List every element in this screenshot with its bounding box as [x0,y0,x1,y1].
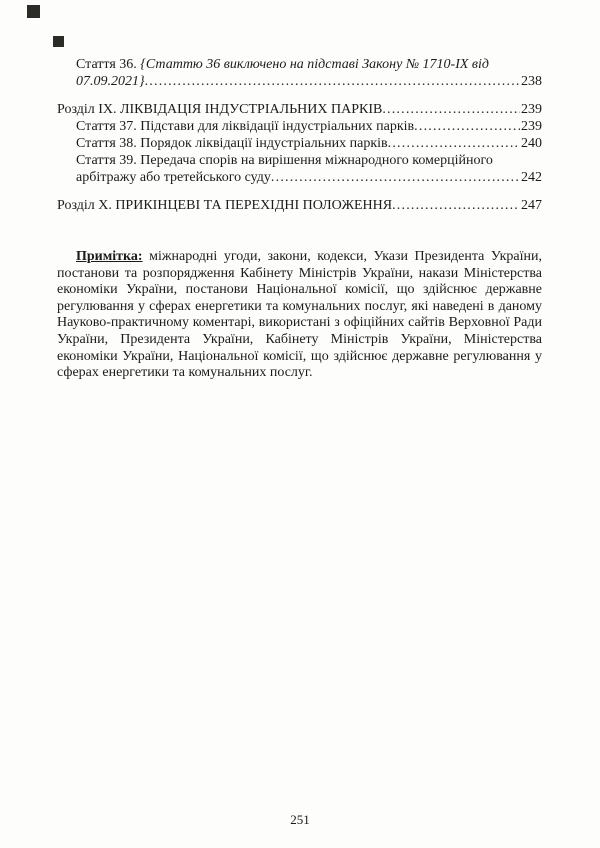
dot-leader [382,101,520,118]
toc-entry-prefix: Стаття 36. [76,57,141,72]
dot-leader [392,197,520,214]
toc-page-ref: 239 [521,102,542,117]
toc-entry-label: Розділ IX. ЛІКВІДАЦІЯ ІНДУСТРІАЛЬНИХ ПАРКІВ [57,102,383,117]
toc-page-ref: 242 [521,170,542,185]
toc-entry-label-cont: арбітражу або третейського суду [76,170,271,185]
toc-entry-article-38 [57,135,542,152]
toc-page-ref: 239 [521,119,542,134]
toc-entry-label: Стаття 38. Порядок ліквідації індустріальних парків [76,136,388,151]
toc-entry-line [57,101,542,118]
toc-entry-line [76,56,542,73]
table-of-contents [57,56,542,214]
toc-entry-line [76,169,542,186]
note-paragraph [57,249,542,382]
dot-leader [145,73,520,90]
dot-leader [388,135,520,152]
note-text: міжнародні угоди, закони, кодекси, Укази Президента України, постанови та розпорядження Кабінету Міністрів України, накази Міністерства економіки України, постанови Національної комісії, що здійснює державне регулювання у сферах енергетики та комунальних послуг, які наведені в даному Науково-практичному коментарі, використані з офіційних сайтів Верховної Ради України, Президента України, Кабінету Міністрів України, Міністерства економіки України, Національної комісії, що здійснює державне регулювання у сферах енергетики та комунальних послуг. [57,249,542,381]
toc-entry-line [76,118,542,135]
toc-entry-line [57,197,542,214]
scan-artifact-corner [27,5,40,18]
toc-entry-line [76,135,542,152]
toc-entry-section-9 [57,101,542,118]
toc-entry-line [76,73,542,90]
toc-entry-label: Розділ X. ПРИКІНЦЕВІ ТА ПЕРЕХІДНІ ПОЛОЖЕННЯ [57,198,393,213]
dot-leader [271,169,520,186]
dot-leader [414,118,520,135]
toc-page-ref: 240 [521,136,542,151]
toc-entry-article-36 [57,56,542,90]
toc-entry-label: Стаття 37. Підстави для ліквідації індустріальних парків [76,119,415,134]
toc-page-ref: 238 [521,74,542,89]
page-footer [0,812,600,828]
toc-entry-article-37 [57,118,542,135]
note-label: Примітка: [76,249,143,264]
toc-entry-exclusion-note: {Статтю 36 виключено на підставі Закону № 1710-IX від [140,57,489,72]
toc-entry-line: Стаття 39. Передача спорів на вирішення міжнародного комерційного [76,153,493,168]
scan-artifact-inner [53,36,64,47]
page-number: 251 [290,812,310,827]
toc-entry-article-39 [57,152,542,186]
page-content [0,0,600,382]
toc-entry-exclusion-note-cont: 07.09.2021} [76,74,145,89]
toc-entry-section-10 [57,197,542,214]
toc-page-ref: 247 [521,198,542,213]
